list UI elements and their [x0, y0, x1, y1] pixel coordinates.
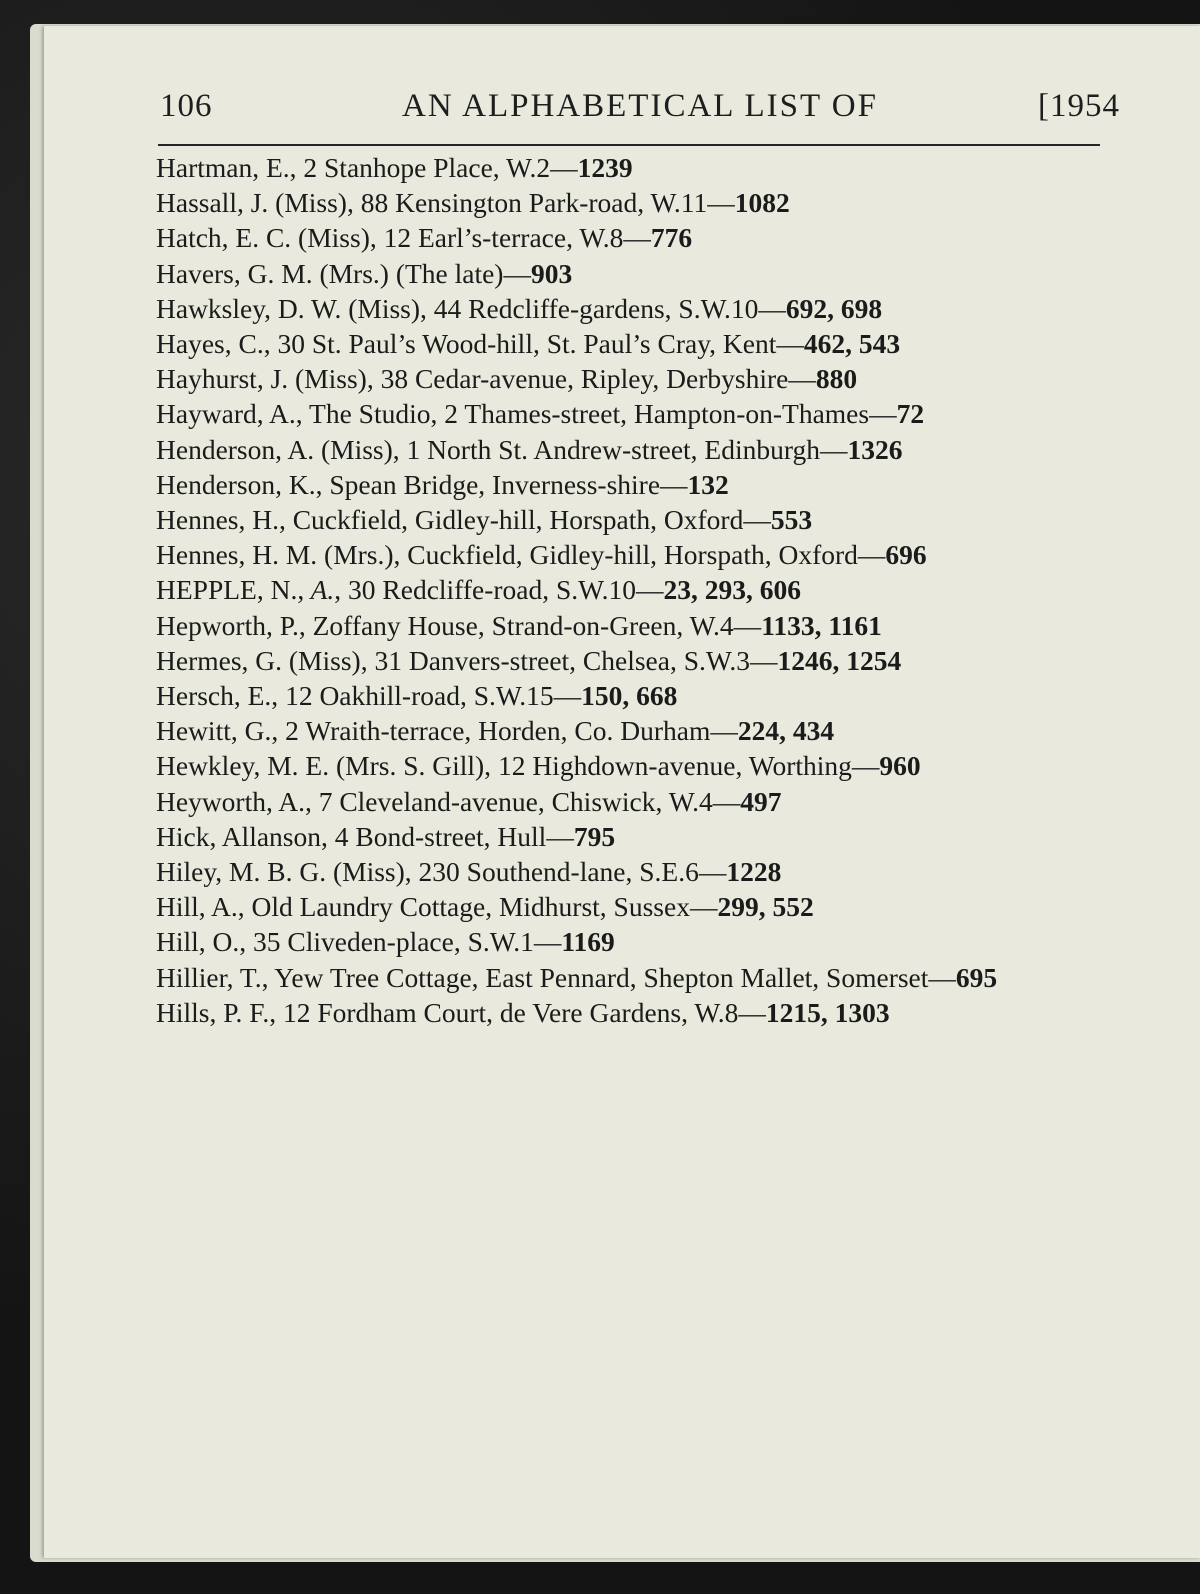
entry-address: 12 Highdown-avenue, Worthing— — [491, 750, 880, 782]
entry-name: Hick, Allanson, — [156, 820, 328, 852]
entry-name: Hill, A., — [156, 891, 245, 923]
entry-distinction: A. — [304, 574, 335, 606]
entry-address: 12 Fordham Court, de Vere Gardens, W.8— — [276, 996, 766, 1028]
entry-address: 38 Cedar-avenue, Ripley, Derbyshire— — [373, 363, 816, 395]
entry-name: Hartman, E., — [156, 152, 297, 183]
entry-name: Hewkley, M. E. (Mrs. S. Gill), — [156, 750, 492, 782]
entry-refs: 1239 — [577, 152, 633, 183]
entry-address: 2 Stanhope Place, W.2— — [296, 152, 578, 183]
entry-name: Hassall, J. (Miss), — [156, 187, 354, 219]
list-item — [156, 291, 1106, 326]
list-item — [156, 995, 1106, 1030]
entry-address: , 30 Redcliffe-road, S.W.10— — [334, 574, 664, 606]
entry-name: Henderson, A. (Miss), — [156, 433, 400, 465]
entry-address: (The late)— — [388, 257, 531, 289]
entry-name: Hersch, E., — [156, 680, 279, 712]
entry-address: Spean Bridge, Inverness-shire— — [322, 468, 688, 500]
list-item — [156, 502, 1106, 537]
entry-refs: 695 — [955, 961, 998, 993]
list-item — [156, 889, 1106, 924]
list-item — [156, 572, 1106, 607]
page-header — [160, 88, 1120, 132]
entry-address: 44 Redcliffe-gardens, S.W.10— — [426, 292, 786, 324]
entry-address: 4 Bond-street, Hull— — [327, 820, 574, 852]
entry-name: Hayes, C., — [156, 328, 271, 360]
entry-refs: 132 — [687, 468, 729, 500]
entry-refs: 795 — [573, 820, 616, 852]
list-item — [156, 819, 1106, 854]
entry-refs: 462, 543 — [803, 328, 901, 360]
entry-name: Hayhurst, J. (Miss), — [156, 363, 374, 395]
entry-address: Yew Tree Cottage, East Pennard, Shepton Mallet, Somerset— — [268, 961, 956, 993]
list-item — [156, 748, 1106, 783]
list-item — [156, 924, 1106, 959]
entry-refs: 497 — [740, 785, 782, 817]
entry-refs: 1246, 1254 — [777, 644, 902, 676]
entry-name: Hill, O., — [156, 926, 247, 958]
list-item — [156, 608, 1106, 643]
entry-name: Hawksley, D. W. (Miss), — [156, 292, 427, 324]
list-item — [156, 960, 1106, 995]
entry-name: Hills, P. F., — [156, 996, 277, 1028]
entry-name: Hatch, E. C. (Miss), — [156, 222, 377, 254]
entry-address: 12 Earl’s-terrace, W.8— — [376, 222, 651, 254]
entry-name: Hermes, G. (Miss), — [156, 644, 368, 676]
entry-name: Hillier, T., — [156, 961, 269, 993]
list-item — [156, 643, 1106, 678]
page-year: [1954 — [1038, 88, 1120, 124]
list-item — [156, 713, 1106, 748]
entry-refs: 1169 — [561, 926, 615, 958]
entry-address: 30 St. Paul’s Wood-hill, St. Paul’s Cray, Kent— — [270, 328, 804, 360]
entry-refs: 1326 — [847, 433, 903, 465]
list-item — [156, 185, 1106, 220]
entry-refs: 692, 698 — [785, 292, 883, 324]
page-title: AN ALPHABETICAL LIST OF — [402, 88, 878, 124]
entry-refs: 553 — [770, 504, 813, 536]
entry-list — [156, 150, 1106, 1030]
entry-address: 88 Kensington Park-road, W.11— — [353, 187, 735, 219]
entry-address: Old Laundry Cottage, Midhurst, Sussex— — [244, 891, 718, 923]
entry-name: Hepworth, P., — [156, 609, 306, 641]
list-item — [156, 467, 1106, 502]
list-item — [156, 256, 1106, 291]
entry-address: 1 North St. Andrew-street, Edinburgh— — [399, 433, 848, 465]
entry-address: The Studio, 2 Thames-street, Hampton-on-Thames— — [302, 398, 897, 430]
header-rule — [158, 144, 1100, 146]
entry-refs: 72 — [896, 398, 925, 430]
page-number: 106 — [160, 88, 213, 124]
entry-refs: 1228 — [726, 856, 782, 888]
entry-refs: 23, 293, 606 — [663, 574, 801, 606]
entry-name: Henderson, K., — [156, 468, 323, 500]
list-item — [156, 678, 1106, 713]
entry-address: Cuckfield, Gidley-hill, Horspath, Oxford— — [285, 504, 771, 536]
entry-name: Hennes, H., — [156, 504, 286, 536]
entry-refs: 150, 668 — [581, 680, 678, 712]
entry-refs: 960 — [879, 750, 921, 782]
entry-name: HEPPLE, N., — [156, 574, 305, 606]
entry-refs: 776 — [650, 222, 693, 254]
entry-name: Havers, G. M. (Mrs.) — [156, 257, 389, 289]
entry-name: Hennes, H. M. (Mrs.), — [156, 539, 401, 571]
entry-address: Zoffany House, Strand-on-Green, W.4— — [305, 609, 762, 641]
entry-address: 31 Danvers-street, Chelsea, S.W.3— — [367, 644, 778, 676]
entry-refs: 299, 552 — [717, 891, 814, 923]
list-item — [156, 326, 1106, 361]
entry-name: Hiley, M. B. G. (Miss), — [156, 856, 412, 888]
entry-name: Heyworth, A., — [156, 785, 312, 817]
list-item — [156, 220, 1106, 255]
entry-address: 230 Southend-lane, S.E.6— — [411, 856, 727, 888]
entry-refs: 1133, 1161 — [761, 609, 882, 641]
entry-refs: 224, 434 — [737, 715, 835, 747]
list-item — [156, 784, 1106, 819]
list-item — [156, 537, 1106, 572]
entry-address: 35 Cliveden-place, S.W.1— — [246, 926, 562, 958]
entry-refs: 696 — [885, 539, 927, 571]
list-item — [156, 854, 1106, 889]
entry-refs: 880 — [815, 363, 858, 395]
list-item — [156, 150, 1106, 185]
entry-address: 7 Cleveland-avenue, Chiswick, W.4— — [311, 785, 741, 817]
entry-name: Hewitt, G., — [156, 715, 279, 747]
list-item — [156, 432, 1106, 467]
entry-refs: 1215, 1303 — [765, 996, 890, 1028]
entry-refs: 903 — [530, 257, 573, 289]
entry-refs: 1082 — [734, 187, 790, 219]
list-item — [156, 396, 1106, 431]
entry-address: 12 Oakhill-road, S.W.15— — [278, 680, 582, 712]
entry-name: Hayward, A., — [156, 398, 303, 430]
list-item — [156, 361, 1106, 396]
entry-address: Cuckfield, Gidley-hill, Horspath, Oxford— — [400, 539, 886, 571]
entry-address: 2 Wraith-terrace, Horden, Co. Durham— — [278, 715, 738, 747]
